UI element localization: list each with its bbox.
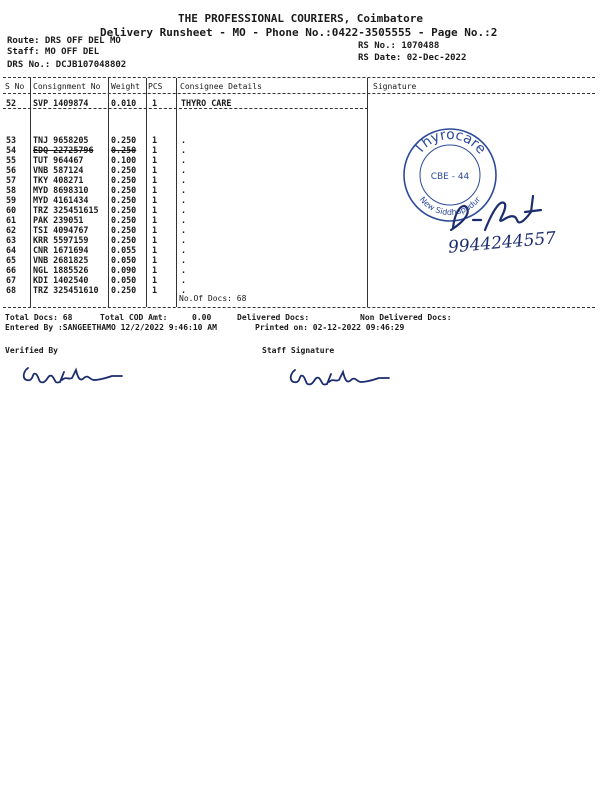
- row-consignment: TRZ 325451615: [33, 205, 99, 215]
- table-row: [0, 255, 600, 265]
- row-sno: 65: [6, 255, 17, 265]
- row-pcs: 1: [152, 205, 158, 215]
- non-delivered-docs: Non Delivered Docs:: [360, 313, 452, 322]
- row-weight: 0.055: [111, 245, 137, 255]
- row-consignment: TUT 964467: [33, 155, 84, 165]
- row-weight: 0.010: [111, 98, 137, 108]
- row-weight: 0.250: [111, 175, 137, 185]
- col-consignee: Consignee Details: [180, 82, 262, 91]
- printed-on: Printed on: 02-12-2022 09:46:29: [255, 323, 405, 332]
- row-sno: 59: [6, 195, 17, 205]
- svg-text:Thyrocare: [410, 127, 489, 158]
- table-row: [0, 165, 600, 175]
- row-pcs: 1: [152, 215, 158, 225]
- row-weight: 0.050: [111, 255, 137, 265]
- row-separator: [3, 108, 368, 109]
- row-weight: 0.250: [111, 285, 137, 295]
- row-mark: .: [181, 145, 187, 155]
- table-row: [0, 285, 600, 295]
- row-sno: 52: [6, 98, 17, 108]
- col-pcs: PCS: [148, 82, 163, 91]
- col-weight: Weight: [111, 82, 140, 91]
- stamp-bottom-text: New Siddhapudur: [417, 195, 483, 218]
- row-pcs: 1: [152, 145, 158, 155]
- row-consignment: NGL 1885526: [33, 265, 89, 275]
- row-weight: 0.250: [111, 145, 137, 155]
- row-pcs: 1: [152, 165, 158, 175]
- row-pcs: 1: [152, 175, 158, 185]
- row-consignee: THYRO CARE: [181, 98, 232, 108]
- row-consignment: TRZ 325451610: [33, 285, 99, 295]
- staff-signature-icon: [285, 360, 395, 390]
- handwritten-phone: 9944244557: [447, 228, 557, 258]
- row-sno: 62: [6, 225, 17, 235]
- row-consignment: PAK 239051: [33, 215, 84, 225]
- row-sno: 55: [6, 155, 17, 165]
- route-label: Route: DRS OFF DEL MO: [7, 36, 121, 46]
- table-row: [0, 135, 600, 145]
- staff-label: Staff: MO OFF DEL: [7, 47, 100, 57]
- company-name: THE PROFESSIONAL COURIERS, Coimbatore: [178, 12, 424, 25]
- row-sno: 56: [6, 165, 17, 175]
- drs-number: DRS No.: DCJB107048802: [7, 60, 127, 70]
- row-weight: 0.250: [111, 165, 137, 175]
- row-pcs: 1: [152, 195, 158, 205]
- no-of-docs: No.Of Docs: 68: [179, 294, 247, 303]
- row-mark: .: [181, 255, 187, 265]
- row-weight: 0.090: [111, 265, 137, 275]
- row-pcs: 1: [152, 135, 158, 145]
- row-sno: 57: [6, 175, 17, 185]
- row-consignment: TSI 4094767: [33, 225, 89, 235]
- row-mark: .: [181, 285, 187, 295]
- row-consignment: TNJ 9658205: [33, 135, 89, 145]
- row-pcs: 1: [152, 225, 158, 235]
- header-bottom-rule: [3, 93, 595, 94]
- rs-number: RS No.: 1070488: [358, 41, 440, 51]
- table-row: [0, 155, 600, 165]
- row-consignment: MYD 4161434: [33, 195, 89, 205]
- row-pcs: 1: [152, 155, 158, 165]
- col-consignment: Consignment No: [33, 82, 101, 91]
- row-mark: .: [181, 235, 187, 245]
- row-sno: 53: [6, 135, 17, 145]
- row-consignment: EDQ 22725796: [33, 145, 94, 155]
- row-pcs: 1: [152, 275, 158, 285]
- row-consignment: VNB 587124: [33, 165, 84, 175]
- row-mark: .: [181, 165, 187, 175]
- row-mark: .: [181, 195, 187, 205]
- table-row: [0, 98, 600, 108]
- row-sno: 67: [6, 275, 17, 285]
- row-mark: .: [181, 175, 187, 185]
- table-row: [0, 145, 600, 155]
- row-mark: .: [181, 225, 187, 235]
- row-mark: .: [181, 205, 187, 215]
- row-pcs: 1: [152, 245, 158, 255]
- table-row: [0, 175, 600, 185]
- row-weight: 0.250: [111, 215, 137, 225]
- delivered-docs: Delivered Docs:: [237, 313, 310, 322]
- row-sno: 60: [6, 205, 17, 215]
- row-sno: 58: [6, 185, 17, 195]
- total-cod-label: Total COD Amt:: [100, 313, 168, 322]
- row-weight: 0.250: [111, 135, 137, 145]
- verified-by-label: Verified By: [5, 346, 58, 355]
- row-consignment: VNB 2681825: [33, 255, 89, 265]
- row-mark: .: [181, 275, 187, 285]
- row-sno: 64: [6, 245, 17, 255]
- table-row: [0, 275, 600, 285]
- row-pcs: 1: [152, 265, 158, 275]
- row-consignment: CNR 1671694: [33, 245, 89, 255]
- row-mark: .: [181, 135, 187, 145]
- row-weight: 0.250: [111, 225, 137, 235]
- total-cod-value: 0.00: [192, 313, 212, 322]
- row-mark: .: [181, 185, 187, 195]
- row-weight: 0.250: [111, 205, 137, 215]
- entered-by: Entered By :SANGEETHAMO 12/2/2022 9:46:10 AM: [5, 323, 217, 332]
- table-bottom-rule: [3, 307, 595, 308]
- row-sno: 63: [6, 235, 17, 245]
- row-weight: 0.250: [111, 195, 137, 205]
- row-mark: .: [181, 155, 187, 165]
- row-weight: 0.050: [111, 275, 137, 285]
- row-mark: .: [181, 215, 187, 225]
- row-consignment: MYD 8698310: [33, 185, 89, 195]
- row-pcs: 1: [152, 185, 158, 195]
- verifier-signature-icon: [18, 358, 128, 388]
- row-weight: 0.250: [111, 185, 137, 195]
- stamp-middle-text: CBE - 44: [430, 172, 470, 182]
- row-sno: 66: [6, 265, 17, 275]
- row-sno: 68: [6, 285, 17, 295]
- row-mark: .: [181, 265, 187, 275]
- row-sno: 61: [6, 215, 17, 225]
- col-signature: Signature: [373, 82, 417, 91]
- rs-date: RS Date: 02-Dec-2022: [358, 53, 467, 63]
- row-pcs: 1: [152, 98, 158, 108]
- row-consignment: KDI 1402540: [33, 275, 89, 285]
- row-consignment: TKY 408271: [33, 175, 84, 185]
- stamp-top-text: Thyrocare: [410, 126, 490, 158]
- row-weight: 0.250: [111, 235, 137, 245]
- row-weight: 0.100: [111, 155, 137, 165]
- col-sno: S No: [5, 82, 25, 91]
- row-pcs: 1: [152, 285, 158, 295]
- total-docs: Total Docs: 68: [5, 313, 73, 322]
- runsheet-title: Delivery Runsheet - MO - Phone No.:0422-3505555 - Page No.:2: [100, 26, 498, 39]
- table-top-rule: [3, 77, 595, 78]
- row-consignment: SVP 1409874: [33, 98, 89, 108]
- row-consignment: KRR 5597159: [33, 235, 89, 245]
- row-sno: 54: [6, 145, 17, 155]
- table-row: [0, 265, 600, 275]
- row-mark: .: [181, 245, 187, 255]
- staff-signature-label: Staff Signature: [262, 346, 335, 355]
- row-pcs: 1: [152, 255, 158, 265]
- row-pcs: 1: [152, 235, 158, 245]
